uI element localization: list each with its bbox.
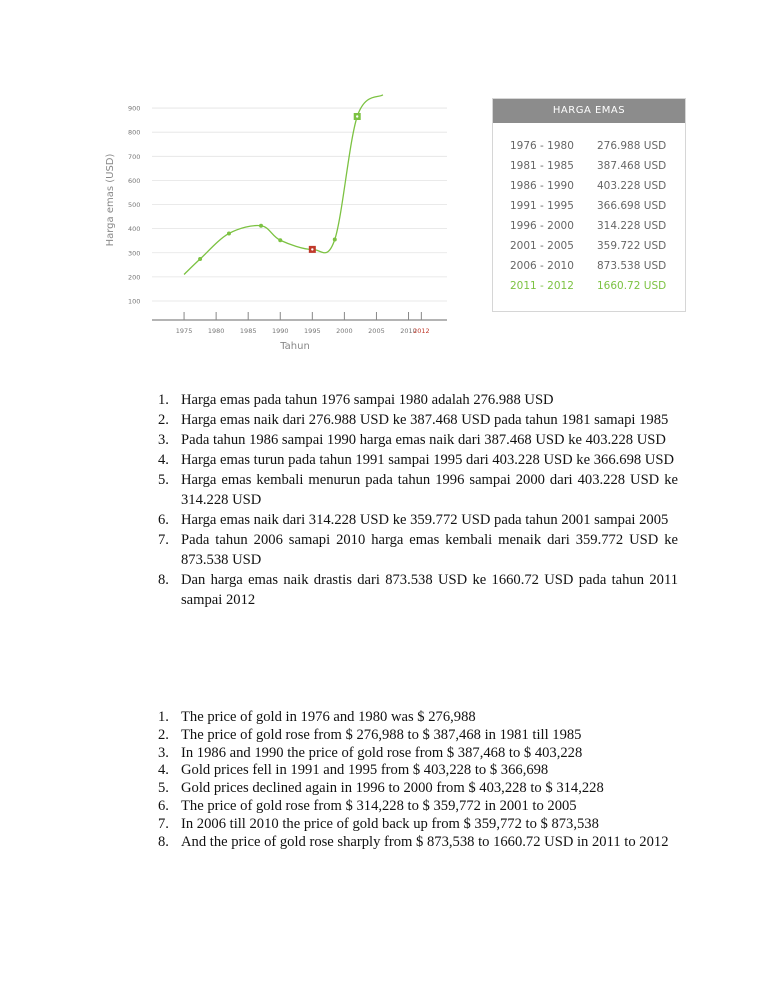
list-item	[158, 816, 678, 834]
x-tick-label: 2010	[400, 327, 417, 335]
list-text: Harga emas pada tahun 1976 sampai 1980 adalah 276.988 USD	[181, 392, 554, 408]
list-number: 7.	[158, 815, 169, 832]
series-line	[184, 95, 383, 275]
list-number: 1.	[158, 709, 169, 725]
gold-price-table	[492, 98, 686, 312]
english-summary-list	[158, 709, 678, 851]
table-row	[493, 156, 685, 176]
table-title: HARGA EMAS	[493, 99, 685, 123]
table-row	[493, 136, 685, 156]
list-item	[158, 709, 678, 727]
period-cell: 1981 - 1985	[510, 160, 574, 172]
period-cell: 2006 - 2010	[510, 260, 574, 272]
list-item	[158, 390, 678, 410]
y-tick-label: 800	[128, 128, 141, 137]
list-item	[158, 834, 678, 852]
list-text: Gold prices declined again in 1996 to 2000 from $ 403,228 to $ 314,228	[181, 780, 604, 797]
period-cell: 1986 - 1990	[510, 180, 574, 192]
y-tick-label: 700	[128, 152, 141, 161]
y-tick-label: 900	[128, 104, 141, 113]
list-text: Harga emas turun pada tahun 1991 sampai 1995 dari 403.228 USD ke 366.698 USD	[181, 452, 675, 468]
table-rows	[493, 123, 685, 296]
y-axis-title: Harga emas (USD)	[105, 153, 116, 247]
data-markers	[198, 113, 361, 261]
list-item	[158, 410, 678, 430]
price-cell: 359.722 USD	[597, 240, 667, 252]
x-tick-label: 1980	[207, 327, 225, 335]
price-cell: 366.698 USD	[597, 200, 667, 212]
list-item	[158, 780, 678, 798]
x-axis-title: Tahun	[280, 341, 310, 352]
list-number: 3.	[158, 432, 169, 448]
list-text: Harga emas naik dari 314.228 USD ke 359.772 USD pada tahun 2001 sampai 2005	[181, 512, 669, 528]
y-tick-label: 100	[128, 297, 141, 306]
list-number: 6.	[158, 512, 169, 528]
price-cell: 276.988 USD	[597, 140, 667, 152]
period-cell: 2011 - 2012	[510, 280, 574, 292]
list-item	[158, 727, 678, 745]
table-row	[493, 176, 685, 196]
indonesian-summary-list	[158, 390, 678, 610]
list-number: 2.	[158, 726, 169, 743]
list-number: 7.	[158, 532, 169, 548]
highlight-marker-dot	[311, 248, 313, 250]
gold-price-line-chart	[100, 70, 460, 360]
list-item	[158, 450, 678, 470]
x-axis	[152, 312, 447, 335]
x-tick-label: 1985	[239, 327, 257, 335]
list-item	[158, 798, 678, 816]
period-cell: 1976 - 1980	[510, 140, 574, 152]
price-cell: 873.538 USD	[597, 260, 667, 272]
list-item	[158, 510, 678, 530]
y-tick-label: 300	[128, 249, 141, 258]
x-tick-label: 1995	[304, 327, 321, 335]
list-number: 2.	[158, 412, 169, 428]
list-item	[158, 430, 678, 450]
list-text: Harga emas kembali menurun pada tahun 1996 sampai 2000 dari 403.228 USD ke 314.228 USD	[181, 472, 678, 508]
y-axis-ticks	[128, 105, 140, 306]
list-number: 4.	[158, 762, 169, 779]
list-text: In 2006 till 2010 the price of gold back up from $ 359,772 to $ 873,538	[181, 815, 599, 832]
price-cell: 314.228 USD	[597, 220, 667, 232]
y-tick-label: 600	[128, 176, 141, 185]
data-point	[259, 224, 263, 228]
table-row	[493, 256, 685, 276]
list-number: 6.	[158, 797, 169, 814]
list-item	[158, 762, 678, 780]
list-number: 4.	[158, 452, 169, 468]
price-series	[184, 95, 383, 275]
period-cell: 1991 - 1995	[510, 200, 574, 212]
list-item	[158, 570, 678, 610]
list-number: 1.	[158, 392, 169, 408]
y-tick-label: 200	[128, 273, 141, 282]
table-row	[493, 276, 685, 296]
price-cell: 387.468 USD	[597, 160, 667, 172]
list-text: In 1986 and 1990 the price of gold rose from $ 387,468 to $ 403,228	[181, 744, 583, 761]
x-tick-label: 1990	[271, 327, 289, 335]
list-item	[158, 530, 678, 570]
list-text: And the price of gold rose sharply from $ 873,538 to 1660.72 USD in 2011 to 2012	[181, 833, 669, 850]
list-number: 3.	[158, 744, 169, 761]
y-tick-label: 400	[128, 225, 141, 234]
list-number: 8.	[158, 833, 169, 850]
list-text: The price of gold rose from $ 276,988 to $ 387,468 in 1981 till 1985	[181, 726, 582, 743]
data-point	[278, 238, 282, 242]
x-tick-label: 2000	[336, 327, 353, 335]
list-text: Gold prices fell in 1991 and 1995 from $ 403,228 to $ 366,698	[181, 762, 549, 779]
x-tick-label: 2005	[368, 327, 385, 335]
list-text: Dan harga emas naik drastis dari 873.538 USD ke 1660.72 USD pada tahun 2011 sampai 2012	[181, 572, 678, 608]
list-number: 5.	[158, 780, 169, 797]
list-text: Pada tahun 2006 samapi 2010 harga emas kembali menaik dari 359.772 USD ke 873.538 USD	[181, 532, 678, 568]
data-point	[227, 231, 231, 235]
x-tick-label: 2012	[413, 327, 430, 335]
list-item	[158, 745, 678, 763]
list-text: Pada tahun 1986 sampai 1990 harga emas naik dari 387.468 USD ke 403.228 USD	[181, 432, 666, 448]
data-point	[333, 238, 337, 242]
price-cell: 1660.72 USD	[597, 280, 667, 292]
table-row	[493, 196, 685, 216]
table-row	[493, 236, 685, 256]
period-cell: 2001 - 2005	[510, 240, 574, 252]
list-text: The price of gold rose from $ 314,228 to $ 359,772 in 2001 to 2005	[181, 797, 577, 814]
list-number: 8.	[158, 572, 169, 588]
list-text: The price of gold in 1976 and 1980 was $ 276,988	[181, 709, 476, 725]
price-cell: 403.228 USD	[597, 180, 667, 192]
x-tick-label: 1975	[175, 327, 193, 335]
list-item	[158, 470, 678, 510]
list-text: Harga emas naik dari 276.988 USD ke 387.468 USD pada tahun 1981 samapi 1985	[181, 412, 669, 428]
highlight-marker-dot	[356, 115, 358, 117]
period-cell: 1996 - 2000	[510, 220, 574, 232]
y-tick-label: 500	[128, 201, 141, 210]
chart-gridlines	[152, 108, 447, 301]
list-number: 5.	[158, 472, 169, 488]
table-row	[493, 216, 685, 236]
data-point	[198, 257, 202, 261]
